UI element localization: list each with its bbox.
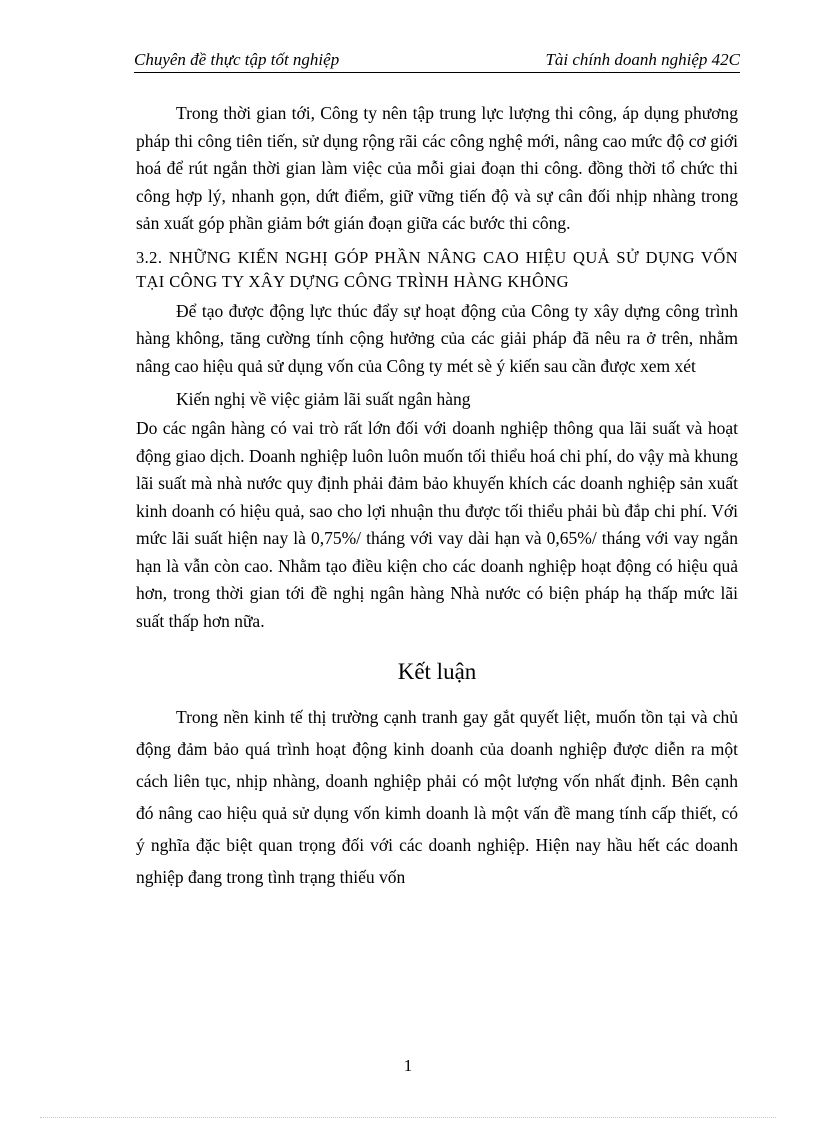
document-body	[136, 100, 738, 893]
page-header	[134, 50, 740, 73]
paragraph-motivation: Để tạo được động lực thúc đẩy sự hoạt động của Công ty xây dựng công trình hàng không, tăng cường tính cộng hưởng của các giải pháp đã nêu ra ở trên, nhằm nâng cao hiệu quả sử dụng vốn của Công ty mét sè ý kiến sau cần được xem xét	[136, 300, 738, 376]
paragraph-intro: Trong thời gian tới, Công ty nên tập trung lực lượng thi công, áp dụng phương pháp thi công tiên tiến, sử dụng rộng rãi các công nghệ mới, nâng cao mức độ cơ giới hoá để rút ngắn thời gian làm việc của mỗi giai đoạn thi công. đồng thời tổ chức thi công hợp lý, nhanh gọn, dứt điểm, giữ vững tiến độ và sự cân đối nhịp nhàng trong sản xuất góp phần giảm bớt gián đoạn giữa các bước thi công.	[136, 103, 738, 233]
subheading-interest-rate: Kiến nghị về việc giảm lãi suất ngân hàng	[176, 389, 471, 409]
footer-divider	[40, 1117, 776, 1118]
page-number: 1	[403, 1056, 413, 1075]
header-right-text: Tài chính doanh nghiệp 42C	[545, 50, 740, 69]
header-left-text: Chuyên đề thực tập tốt nghiệp	[134, 50, 340, 69]
paragraph-interest-rate: Do các ngân hàng có vai trò rất lớn đối với doanh nghiệp thông qua lãi suất và hoạt động giao dịch. Doanh nghiệp luôn luôn muốn tối thiểu hoá chi phí, do vậy mà khung lãi suất mà nhà nước quy định phải đảm bảo khuyến khích các doanh nghiệp sản xuất kinh doanh có hiệu quả, sao cho lợi nhuận thu được tối thiểu phải bù đắp chi phí. Với mức lãi suất hiện nay là 0,75%/ tháng với vay dài hạn và 0,65%/ tháng với vay ngắn hạn là vẫn còn cao. Nhằm tạo điều kiện cho các doanh nghiệp hoạt động có hiệu quả hơn, trong thời gian tới đề nghị ngân hàng Nhà nước có biện pháp hạ thấp mức lãi suất thấp hơn nữa.	[136, 418, 738, 631]
paragraph-conclusion: Trong nền kinh tế thị trường cạnh tranh gay gắt quyết liệt, muốn tồn tại và chủ động đảm bảo quá trình hoạt động kinh doanh của doanh nghiệp được diễn ra một cách liên tục, nhịp nhàng, doanh nghiệp phải có một lượng vốn nhất định. Bên cạnh đó nâng cao hiệu quả sử dụng vốn kimh doanh là một vấn đề mang tính cấp thiết, có ý nghĩa đặc biệt quan trọng đối với các doanh nghiệp. Hiện nay hầu hết các doanh nghiệp đang trong tình trạng thiếu vốn	[136, 707, 738, 887]
section-heading: 3.2. NHỮNG KIẾN NGHỊ GÓP PHẦN NÂNG CAO HIỆU QUẢ SỬ DỤNG VỐN TẠI CÔNG TY XÂY DỰNG CÔNG TRÌNH HÀNG KHÔNG	[136, 247, 738, 291]
conclusion-title: Kết luận	[397, 659, 477, 684]
